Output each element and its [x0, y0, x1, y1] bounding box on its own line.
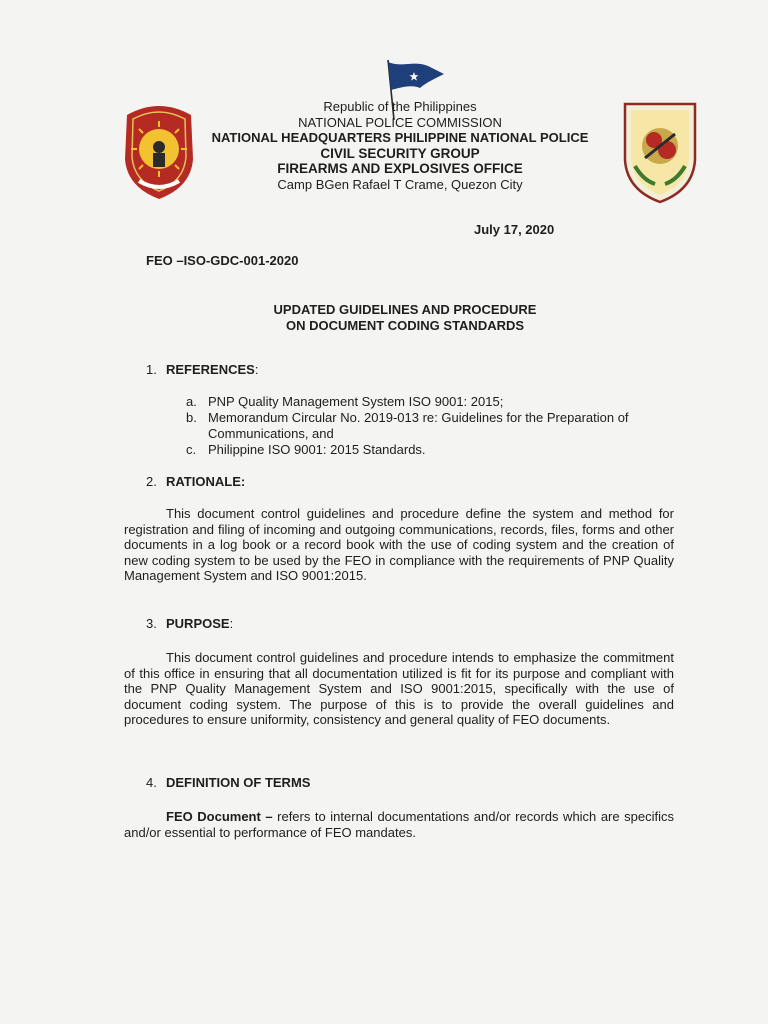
section-definitions-heading — [146, 775, 310, 790]
list-item-letter: a. — [186, 394, 197, 409]
list-item-letter: b. — [186, 410, 197, 425]
list-item-text: Philippine ISO 9001: 2015 Standards. — [208, 442, 426, 457]
section-title: RATIONALE: — [166, 474, 246, 489]
document-date: July 17, 2020 — [474, 222, 555, 237]
section-purpose-heading — [146, 616, 233, 631]
section-rationale-heading — [146, 474, 245, 489]
section-title: PURPOSE — [166, 616, 230, 631]
term-feo-document: FEO Document – — [166, 809, 273, 824]
rationale-text: This document control guidelines and procedure define the system and method for registration and filing of incoming and outgoing communications, records, files, forms and other documents in a log book or a record book with the use of coding system and the creation of new coding system to be used by the FEO in compliance with the requirements of PNP Quality Management System and ISO 9001:2015. — [124, 506, 674, 583]
section-references-heading — [146, 362, 258, 377]
section-title: REFERENCES — [166, 362, 255, 377]
list-item-text: Memorandum Circular No. 2019-013 re: Guidelines for the Preparation of Communications, and — [208, 410, 629, 441]
letterhead-address: Camp BGen Rafael T Crame, Quezon City — [277, 176, 523, 192]
purpose-text: This document control guidelines and procedure intends to emphasize the commitment of this office in ensuring that all documentation utilized is fit for its purpose and compliant with the PNP Quality Management System and ISO 9001:2015, specifically with the use of document coding system. The purpose of this is to provide the overall guidelines and procedures to ensure uniformity, consistency and general quality of FEO documents. — [124, 650, 674, 727]
section-colon: : — [254, 362, 259, 377]
list-item — [186, 410, 676, 442]
section-title: DEFINITION OF TERMS — [166, 775, 311, 790]
list-item-letter: c. — [186, 442, 197, 457]
list-item-text: PNP Quality Management System ISO 9001: 2015; — [208, 394, 504, 409]
title-line-1: UPDATED GUIDELINES AND PROCEDURE — [273, 302, 537, 317]
pnp-seal-icon — [121, 101, 197, 201]
letterhead-republic: Republic of the Philippines — [323, 99, 477, 114]
definitions-paragraph — [124, 809, 674, 840]
document-title — [190, 302, 620, 334]
purpose-paragraph — [124, 650, 674, 728]
section-number: 2. — [146, 474, 157, 489]
list-item — [186, 442, 676, 458]
letterhead-feo: FIREARMS AND EXPLOSIVES OFFICE — [277, 161, 523, 176]
letterhead-napolcom: NATIONAL POLICE COMMISSION — [298, 114, 502, 130]
section-colon: : — [229, 616, 234, 631]
references-list — [186, 394, 676, 458]
list-item — [186, 394, 676, 410]
section-number: 3. — [146, 616, 157, 631]
letterhead — [190, 99, 610, 192]
rationale-paragraph — [124, 506, 674, 584]
feo-seal-icon — [621, 100, 699, 204]
title-line-2: ON DOCUMENT CODING STANDARDS — [285, 318, 525, 333]
term-definition: refers to internal documentations and/or records which are specifics and/or essential to performance of FEO mandates. — [124, 809, 674, 840]
letterhead-csg: CIVIL SECURITY GROUP — [320, 145, 480, 161]
section-number: 4. — [146, 775, 157, 790]
document-code: FEO –ISO-GDC-001-2020 — [146, 253, 299, 268]
letterhead-nhq: NATIONAL HEADQUARTERS PHILIPPINE NATIONAL POLICE — [211, 130, 589, 145]
section-number: 1. — [146, 362, 157, 377]
